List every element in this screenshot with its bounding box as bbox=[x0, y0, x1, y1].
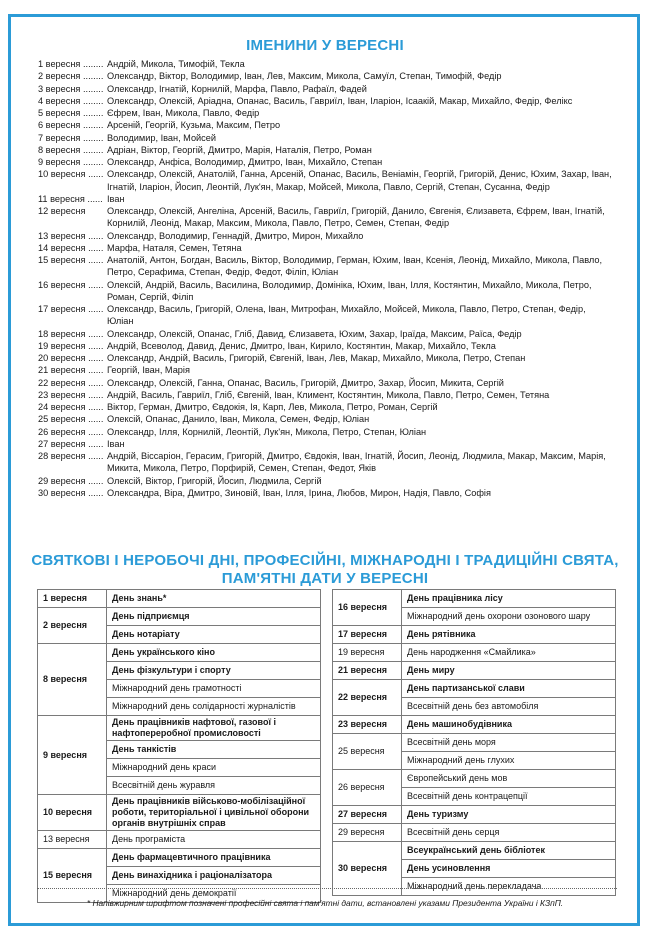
holiday-date: 22 вересня bbox=[333, 680, 402, 716]
name-day-row bbox=[38, 475, 613, 487]
name-days-list bbox=[38, 58, 613, 499]
holiday-row bbox=[333, 824, 616, 842]
holiday-row bbox=[333, 590, 616, 608]
holiday-event: День фармацевтичного працівника bbox=[107, 849, 321, 867]
holiday-date: 1 вересня bbox=[38, 590, 107, 608]
name-day-date: 8 вересня ........ bbox=[38, 144, 104, 155]
name-day-date: 9 вересня ........ bbox=[38, 157, 104, 167]
name-day-row bbox=[38, 389, 613, 401]
holiday-event: День туризму bbox=[402, 806, 616, 824]
name-day-row bbox=[38, 364, 613, 376]
holiday-event: Міжнародний день солідарності журналістів bbox=[107, 698, 321, 716]
name-day-row bbox=[38, 144, 613, 156]
holiday-event: День танкістів bbox=[107, 741, 321, 759]
name-day-names: Олексій, Андрій, Василь, Василина, Володимир, Домініка, Юхим, Іван, Ілля, Костянтин, Михайло, Микола, Петро, Роман, Сергій, Філіп bbox=[107, 279, 592, 302]
footnote: * Напівжирним шрифтом позначені професійні свята і пам'ятні дати, встановлені указами Президента України і КЗпП. bbox=[86, 898, 564, 908]
holiday-event: День підприємця bbox=[107, 608, 321, 626]
name-day-names: Єфрем, Іван, Микола, Павло, Федір bbox=[107, 108, 260, 118]
holiday-row bbox=[38, 849, 321, 867]
holiday-event: День миру bbox=[402, 662, 616, 680]
holidays-title-line1: СВЯТКОВІ І НЕРОБОЧІ ДНІ, ПРОФЕСІЙНІ, МІЖНАРОДНІ І ТРАДИЦІЙНІ СВЯТА, bbox=[31, 552, 619, 569]
holiday-row bbox=[38, 795, 321, 831]
holiday-date: 29 вересня bbox=[333, 824, 402, 842]
name-day-row bbox=[38, 328, 613, 340]
name-day-date: 18 вересня ...... bbox=[38, 328, 104, 339]
holiday-event: Міжнародний день краси bbox=[107, 759, 321, 777]
name-day-date: 26 вересня ...... bbox=[38, 426, 104, 437]
name-day-date: 30 вересня ...... bbox=[38, 487, 104, 498]
holiday-date: 26 вересня bbox=[333, 770, 402, 806]
holiday-date: 16 вересня bbox=[333, 590, 402, 626]
name-day-row bbox=[38, 254, 613, 279]
holiday-event: Міжнародний день перекладача bbox=[402, 878, 616, 896]
holiday-date: 23 вересня bbox=[333, 716, 402, 734]
holiday-event: День фізкультури і спорту bbox=[107, 662, 321, 680]
holiday-date: 30 вересня bbox=[333, 842, 402, 896]
holiday-row bbox=[38, 644, 321, 662]
name-day-row bbox=[38, 487, 613, 499]
name-day-row bbox=[38, 450, 613, 475]
name-day-names: Олександр, Анфіса, Володимир, Дмитро, Іван, Михайло, Степан bbox=[107, 157, 383, 167]
name-day-row bbox=[38, 230, 613, 242]
holiday-date: 19 вересня bbox=[333, 644, 402, 662]
holiday-event: Всесвітній день без автомобіля bbox=[402, 698, 616, 716]
holiday-event: Міжнародний день глухих bbox=[402, 752, 616, 770]
name-day-row bbox=[38, 279, 613, 304]
holiday-row bbox=[38, 590, 321, 608]
holiday-row bbox=[333, 680, 616, 698]
name-day-date: 10 вересня ...... bbox=[38, 169, 104, 180]
name-day-date: 15 вересня ...... bbox=[38, 255, 104, 265]
holiday-row bbox=[333, 716, 616, 734]
holiday-date: 8 вересня bbox=[38, 644, 107, 716]
holiday-row bbox=[333, 626, 616, 644]
name-day-row bbox=[38, 340, 613, 352]
holiday-event: День працівників військово-мобілізаційної роботи, територіальної і цивільної оборони органів внутрішніх справ bbox=[107, 795, 321, 831]
name-day-date: 12 вересня bbox=[38, 206, 86, 216]
name-day-names: Олександр, Олексій, Аріадна, Опанас, Василь, Гавриїл, Іван, Іларіон, Ісаакій, Макар, Михайло, Федір, Фелікс bbox=[107, 95, 573, 106]
name-day-date: 14 вересня ...... bbox=[38, 242, 104, 253]
holiday-event: Міжнародний день грамотності bbox=[107, 680, 321, 698]
holidays-title bbox=[0, 552, 650, 588]
name-day-names: Олександр, Віктор, Володимир, Іван, Лев, Максим, Микола, Самуїл, Степан, Тимофій, Федір bbox=[107, 71, 502, 82]
name-day-names: Арсеній, Георгій, Кузьма, Максим, Петро bbox=[107, 120, 281, 131]
name-day-date: 20 вересня ...... bbox=[38, 353, 104, 363]
name-day-row bbox=[38, 401, 613, 413]
name-day-date: 21 вересня ...... bbox=[38, 365, 104, 376]
holiday-event: Всесвітній день моря bbox=[402, 734, 616, 752]
holiday-row bbox=[333, 806, 616, 824]
name-day-names: Іван bbox=[107, 193, 125, 204]
name-day-names: Олексій, Опанас, Данило, Іван, Микола, Семен, Федір, Юліан bbox=[107, 414, 370, 425]
holidays-table-right bbox=[332, 589, 616, 896]
name-day-row bbox=[38, 119, 613, 131]
name-day-names: Георгій, Іван, Марія bbox=[107, 365, 190, 376]
name-day-names: Олексій, Віктор, Григорій, Йосип, Людмила, Сергій bbox=[107, 475, 322, 486]
holiday-row bbox=[333, 770, 616, 788]
holiday-date: 13 вересня bbox=[38, 831, 107, 849]
name-day-names: Іван bbox=[107, 438, 125, 449]
holiday-row bbox=[38, 831, 321, 849]
holiday-row bbox=[333, 842, 616, 860]
name-day-row bbox=[38, 95, 613, 107]
holiday-event: Всеукраїнський день бібліотек bbox=[402, 842, 616, 860]
name-day-date: 1 вересня ........ bbox=[38, 59, 104, 69]
holiday-event: День програміста bbox=[107, 831, 321, 849]
footnote-divider bbox=[37, 888, 617, 889]
name-day-date: 29 вересня ...... bbox=[38, 475, 104, 486]
holiday-event: Всесвітній день серця bbox=[402, 824, 616, 842]
name-day-date: 28 вересня ...... bbox=[38, 451, 104, 461]
holiday-date: 21 вересня bbox=[333, 662, 402, 680]
name-day-date: 13 вересня ...... bbox=[38, 230, 104, 241]
holiday-event: День знань* bbox=[107, 590, 321, 608]
holiday-event: День працівника лісу bbox=[402, 590, 616, 608]
name-days-title: ІМЕНИНИ У ВЕРЕСНІ bbox=[246, 37, 404, 54]
holiday-date: 10 вересня bbox=[38, 795, 107, 831]
holiday-event: Міжнародний день демократії bbox=[107, 885, 321, 903]
holiday-date: 9 вересня bbox=[38, 716, 107, 795]
name-day-names: Марфа, Наталя, Семен, Тетяна bbox=[107, 242, 242, 253]
name-day-date: 2 вересня ........ bbox=[38, 71, 104, 82]
name-day-row bbox=[38, 168, 613, 193]
name-day-date: 3 вересня ........ bbox=[38, 83, 104, 94]
holiday-date: 2 вересня bbox=[38, 608, 107, 644]
holiday-date: 17 вересня bbox=[333, 626, 402, 644]
holiday-event: Європейський день мов bbox=[402, 770, 616, 788]
name-day-row bbox=[38, 58, 613, 70]
name-day-row bbox=[38, 426, 613, 438]
name-day-row bbox=[38, 70, 613, 82]
name-day-names: Андрій, Віссаріон, Герасим, Григорій, Дмитро, Євдокія, Іван, Ігнатій, Йосип, Леонід, Людмила, Макар, Максим, Марія, Микита, Микола, Петро, Порфирій, Семен, Степан, Федот, Яків bbox=[107, 451, 606, 474]
name-day-date: 6 вересня ........ bbox=[38, 120, 104, 131]
holiday-date: 15 вересня bbox=[38, 849, 107, 903]
name-day-names: Олександр, Олексій, Опанас, Гліб, Давид, Єлизавета, Юхим, Захар, Іраїда, Максим, Раїса, Федір bbox=[107, 328, 522, 339]
holiday-event: День партизанської слави bbox=[402, 680, 616, 698]
name-day-date: 19 вересня ...... bbox=[38, 340, 104, 351]
name-day-date: 7 вересня ........ bbox=[38, 132, 104, 143]
name-day-row bbox=[38, 132, 613, 144]
holiday-event: День народження «Смайлика» bbox=[402, 644, 616, 662]
holiday-row bbox=[38, 608, 321, 626]
name-day-date: 17 вересня ...... bbox=[38, 304, 104, 314]
name-day-date: 11 вересня ...... bbox=[38, 193, 103, 204]
name-day-row bbox=[38, 303, 613, 328]
name-day-names: Андрій, Микола, Тимофій, Текла bbox=[107, 59, 245, 69]
name-day-names: Андрій, Василь, Гавриїл, Гліб, Євгеній, Іван, Климент, Костянтин, Микола, Павло, Петро, Семен, Тетяна bbox=[107, 389, 550, 400]
name-day-names: Олександр, Олексій, Ангеліна, Арсеній, Василь, Гавриїл, Григорій, Данило, Євгенія, Єлизавета, Єфрем, Іван, Ігнатій, Корнилій, Леонід, Макар, Максим, Микола, Павло, Петро, Семен, Степан, Федір bbox=[107, 206, 605, 229]
name-day-names: Олександр, Ігнатій, Корнилій, Марфа, Павло, Рафаїл, Фадей bbox=[107, 83, 367, 94]
name-day-names: Олександр, Ілля, Корнилій, Леонтій, Лук'ян, Микола, Петро, Степан, Юліан bbox=[107, 426, 427, 437]
name-day-names: Олександра, Віра, Дмитро, Зиновій, Іван, Ілля, Ірина, Любов, Мирон, Надія, Павло, Софія bbox=[107, 487, 491, 498]
holiday-event: Всесвітній день контрацепції bbox=[402, 788, 616, 806]
holiday-date: 25 вересня bbox=[333, 734, 402, 770]
holiday-event: День рятівника bbox=[402, 626, 616, 644]
holiday-event: День машинобудівника bbox=[402, 716, 616, 734]
holidays-table-left bbox=[37, 589, 321, 903]
name-day-date: 22 вересня ...... bbox=[38, 377, 104, 388]
holiday-event: Міжнародний день охорони озонового шару bbox=[402, 608, 616, 626]
name-day-date: 4 вересня ........ bbox=[38, 95, 104, 106]
name-day-row bbox=[38, 377, 613, 389]
name-day-date: 24 вересня ...... bbox=[38, 402, 104, 412]
name-day-row bbox=[38, 107, 613, 119]
name-day-names: Олександр, Володимир, Геннадій, Дмитро, Мирон, Михайло bbox=[107, 230, 364, 241]
name-day-date: 23 вересня ...... bbox=[38, 389, 104, 400]
name-day-date: 25 вересня ...... bbox=[38, 414, 104, 425]
holiday-event: День працівників нафтової, газової і нафтопереробної промисловості bbox=[107, 716, 321, 741]
holiday-event: Всесвітній день журавля bbox=[107, 777, 321, 795]
holiday-row bbox=[38, 716, 321, 741]
name-day-names: Адріан, Віктор, Георгій, Дмитро, Марія, Наталія, Петро, Роман bbox=[107, 144, 372, 155]
name-day-row bbox=[38, 242, 613, 254]
name-day-names: Олександр, Олексій, Ганна, Опанас, Василь, Григорій, Дмитро, Захар, Йосип, Микита, Сергій bbox=[107, 377, 504, 388]
name-day-row bbox=[38, 413, 613, 425]
name-day-names: Олександр, Андрій, Василь, Григорій, Євгеній, Іван, Лев, Макар, Михайло, Микола, Петро, Степан bbox=[107, 353, 526, 363]
name-day-names: Віктор, Герман, Дмитро, Євдокія, Ія, Карп, Лев, Микола, Петро, Роман, Сергій bbox=[107, 402, 438, 412]
holiday-row bbox=[333, 734, 616, 752]
holiday-date: 27 вересня bbox=[333, 806, 402, 824]
name-day-row bbox=[38, 438, 613, 450]
name-day-row bbox=[38, 156, 613, 168]
name-day-names: Анатолій, Антон, Богдан, Василь, Віктор, Володимир, Герман, Юхим, Іван, Ксенія, Леонід, Михайло, Микола, Павло, Петро, Серафима, Степан, Федір, Федот, Філіп, Юліан bbox=[107, 255, 602, 278]
holiday-row bbox=[333, 662, 616, 680]
name-day-names: Олександр, Василь, Григорій, Олена, Іван, Митрофан, Михайло, Мойсей, Микола, Павло, Петро, Степан, Федір, Юліан bbox=[107, 304, 586, 327]
holidays-title-line2: ПАМ'ЯТНІ ДАТИ У ВЕРЕСНІ bbox=[221, 570, 429, 587]
name-day-row bbox=[38, 352, 613, 364]
name-day-names: Володимир, Іван, Мойсей bbox=[107, 132, 217, 143]
name-day-date: 27 вересня ...... bbox=[38, 438, 104, 449]
name-day-date: 5 вересня ........ bbox=[38, 108, 104, 118]
holiday-event: День українського кіно bbox=[107, 644, 321, 662]
name-day-names: Олександр, Олексій, Анатолій, Ганна, Арсеній, Опанас, Василь, Веніамін, Георгій, Григорій, Денис, Юхим, Захар, Іван, Ігнатій, Іларіон, Йосип, Леонтій, Лук'ян, Макар, Мойсей, Микола, Павло, Сергій, Степан, Сусанна, Федір bbox=[107, 169, 612, 192]
name-day-row bbox=[38, 193, 613, 205]
name-day-date: 16 вересня ...... bbox=[38, 279, 104, 290]
name-day-row bbox=[38, 83, 613, 95]
holiday-event: День усиновлення bbox=[402, 860, 616, 878]
holiday-event: День нотаріату bbox=[107, 626, 321, 644]
name-day-names: Андрій, Всеволод, Давид, Денис, Дмитро, Іван, Кирило, Костянтин, Макар, Михайло, Текла bbox=[107, 340, 496, 351]
holiday-event: День винахідника і раціоналізатора bbox=[107, 867, 321, 885]
name-day-row bbox=[38, 205, 613, 230]
holiday-row bbox=[333, 644, 616, 662]
